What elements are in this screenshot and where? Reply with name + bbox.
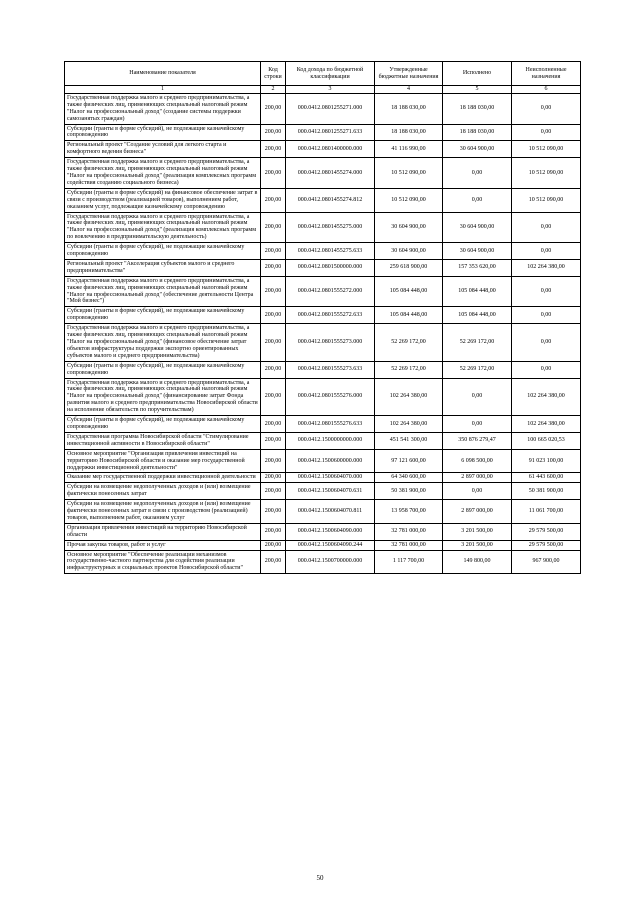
executed-amount-cell: 18 188 030,00 xyxy=(443,124,512,141)
page-number: 50 xyxy=(316,874,324,882)
unexecuted-amount-cell: 29 579 500,00 xyxy=(512,540,581,550)
column-number: 5 xyxy=(443,86,512,94)
unexecuted-amount-cell: 0,00 xyxy=(512,93,581,124)
approved-amount-cell: 259 618 900,00 xyxy=(375,259,443,276)
indicator-name-cell: Субсидии (гранты в форме субсидий) на финансовое обеспечение затрат в связи с производством (реализацией товаров), выполнением работ, оказанием услуг, подлежащие казначейскому сопровождению xyxy=(65,188,261,212)
approved-amount-cell: 30 604 900,00 xyxy=(375,212,443,243)
table-row xyxy=(65,188,581,212)
income-code-cell: 000.0412.1500700000.000 xyxy=(286,550,375,574)
line-code-cell: 200,00 xyxy=(261,93,286,124)
table-row xyxy=(65,307,581,324)
column-number: 4 xyxy=(375,86,443,94)
unexecuted-amount-cell: 10 512 090,00 xyxy=(512,188,581,212)
table-row xyxy=(65,416,581,433)
column-number: 1 xyxy=(65,86,261,94)
column-number-row xyxy=(65,86,581,94)
unexecuted-amount-cell: 967 900,00 xyxy=(512,550,581,574)
table-header-row xyxy=(65,62,581,86)
unexecuted-amount-cell: 102 264 380,00 xyxy=(512,416,581,433)
income-code-cell: 000.0412.1500604090.244 xyxy=(286,540,375,550)
income-code-cell: 000.0412.0801455274.812 xyxy=(286,188,375,212)
indicator-name-cell: Государственная поддержка малого и среднего предпринимательства, а также физических лиц, применяющих специальный налоговый режим "Налог на профессиональный доход" (финансирование затрат Фонда развития малого и среднего предпринимательства Новосибирской области на исполнение обязательств по поручительствам) xyxy=(65,378,261,416)
line-code-cell: 200,00 xyxy=(261,158,286,189)
unexecuted-amount-cell: 102 264 380,00 xyxy=(512,259,581,276)
line-code-cell: 200,00 xyxy=(261,243,286,260)
table-row xyxy=(65,276,581,307)
budget-execution-table xyxy=(64,61,581,574)
header-approved: Утвержденные бюджетные назначения xyxy=(375,62,443,86)
line-code-cell: 200,00 xyxy=(261,212,286,243)
unexecuted-amount-cell: 0,00 xyxy=(512,243,581,260)
executed-amount-cell: 6 098 500,00 xyxy=(443,449,512,473)
approved-amount-cell: 52 269 172,00 xyxy=(375,324,443,362)
header-indicator-name: Наименование показателя xyxy=(65,62,261,86)
header-unexecuted: Неисполненные назначения xyxy=(512,62,581,86)
line-code-cell: 200,00 xyxy=(261,500,286,524)
executed-amount-cell: 0,00 xyxy=(443,188,512,212)
approved-amount-cell: 451 541 300,00 xyxy=(375,432,443,449)
income-code-cell: 000.0412.0801555272.633 xyxy=(286,307,375,324)
executed-amount-cell: 350 876 279,47 xyxy=(443,432,512,449)
table-row xyxy=(65,361,581,378)
income-code-cell: 000.0412.0801555273.000 xyxy=(286,324,375,362)
income-code-cell: 000.0412.0801400000.000 xyxy=(286,141,375,158)
table-row xyxy=(65,324,581,362)
table-row xyxy=(65,124,581,141)
indicator-name-cell: Региональный проект "Акселерация субъектов малого и среднего предпринимательства" xyxy=(65,259,261,276)
unexecuted-amount-cell: 0,00 xyxy=(512,124,581,141)
table-row xyxy=(65,259,581,276)
approved-amount-cell: 105 084 448,00 xyxy=(375,307,443,324)
approved-amount-cell: 32 781 000,00 xyxy=(375,523,443,540)
unexecuted-amount-cell: 10 512 090,00 xyxy=(512,141,581,158)
executed-amount-cell: 0,00 xyxy=(443,483,512,500)
line-code-cell: 200,00 xyxy=(261,307,286,324)
executed-amount-cell: 3 201 500,00 xyxy=(443,540,512,550)
approved-amount-cell: 102 264 380,00 xyxy=(375,416,443,433)
approved-amount-cell: 18 188 030,00 xyxy=(375,124,443,141)
approved-amount-cell: 18 188 030,00 xyxy=(375,93,443,124)
line-code-cell: 200,00 xyxy=(261,141,286,158)
unexecuted-amount-cell: 0,00 xyxy=(512,361,581,378)
unexecuted-amount-cell: 50 381 900,00 xyxy=(512,483,581,500)
executed-amount-cell: 149 800,00 xyxy=(443,550,512,574)
indicator-name-cell: Государственная поддержка малого и среднего предпринимательства, а также физических лиц, применяющих специальный налоговый режим "Налог на профессиональный доход" (обеспечение деятельности Центра "Мой бизнес") xyxy=(65,276,261,307)
table-row xyxy=(65,378,581,416)
indicator-name-cell: Субсидии (гранты в форме субсидий), не подлежащие казначейскому сопровождению xyxy=(65,307,261,324)
indicator-name-cell: Субсидии (гранты в форме субсидий), не подлежащие казначейскому сопровождению xyxy=(65,361,261,378)
indicator-name-cell: Субсидии на возмещение недополученных доходов и (или) возмещение фактически понесенных затрат в связи с производством (реализацией) товаров, выполнением работ, оказанием услуг xyxy=(65,500,261,524)
income-code-cell: 000.0412.1500600000.000 xyxy=(286,449,375,473)
income-code-cell: 000.0412.0801455274.000 xyxy=(286,158,375,189)
line-code-cell: 200,00 xyxy=(261,550,286,574)
executed-amount-cell: 3 201 500,00 xyxy=(443,523,512,540)
table-row xyxy=(65,540,581,550)
line-code-cell: 200,00 xyxy=(261,540,286,550)
line-code-cell: 200,00 xyxy=(261,259,286,276)
income-code-cell: 000.0412.0801455275.633 xyxy=(286,243,375,260)
table-row xyxy=(65,500,581,524)
indicator-name-cell: Государственная поддержка малого и среднего предпринимательства, а также физических лиц, применяющих специальный налоговый режим "Налог на профессиональный доход" (финансовое обеспечение затрат объектов инфраструктуры поддержки экспортно ориентированных субъектов малого и среднего предпринимательства) xyxy=(65,324,261,362)
line-code-cell: 200,00 xyxy=(261,432,286,449)
table-row xyxy=(65,473,581,483)
income-code-cell: 000.0412.0801555272.000 xyxy=(286,276,375,307)
approved-amount-cell: 50 381 900,00 xyxy=(375,483,443,500)
table-body xyxy=(65,93,581,573)
income-code-cell: 000.0412.1500604070.811 xyxy=(286,500,375,524)
line-code-cell: 200,00 xyxy=(261,416,286,433)
executed-amount-cell: 30 604 900,00 xyxy=(443,243,512,260)
approved-amount-cell: 52 269 172,00 xyxy=(375,361,443,378)
income-code-cell: 000.0412.1500604090.000 xyxy=(286,523,375,540)
line-code-cell: 200,00 xyxy=(261,483,286,500)
line-code-cell: 200,00 xyxy=(261,523,286,540)
approved-amount-cell: 102 264 380,00 xyxy=(375,378,443,416)
income-code-cell: 000.0412.0801555273.633 xyxy=(286,361,375,378)
executed-amount-cell: 18 188 030,00 xyxy=(443,93,512,124)
indicator-name-cell: Региональный проект "Создание условий для легкого старта и комфортного ведения бизнеса" xyxy=(65,141,261,158)
indicator-name-cell: Оказание мер государственной поддержки инвестиционной деятельности xyxy=(65,473,261,483)
header-income-code: Код дохода по бюджетной классификации xyxy=(286,62,375,86)
approved-amount-cell: 10 512 090,00 xyxy=(375,188,443,212)
income-code-cell: 000.0412.0801455275.000 xyxy=(286,212,375,243)
indicator-name-cell: Организация привлечения инвестиций на территорию Новосибирской области xyxy=(65,523,261,540)
table-row xyxy=(65,523,581,540)
executed-amount-cell: 0,00 xyxy=(443,158,512,189)
income-code-cell: 000.0412.0801555276.633 xyxy=(286,416,375,433)
executed-amount-cell: 52 269 172,00 xyxy=(443,361,512,378)
unexecuted-amount-cell: 29 579 500,00 xyxy=(512,523,581,540)
line-code-cell: 200,00 xyxy=(261,124,286,141)
line-code-cell: 200,00 xyxy=(261,324,286,362)
table-row xyxy=(65,243,581,260)
indicator-name-cell: Государственная поддержка малого и среднего предпринимательства, а также физических лиц, применяющих специальный налоговый режим "Налог на профессиональный доход" (реализация комплексных программ содействия созданию социального бизнеса) xyxy=(65,158,261,189)
header-executed: Исполнено xyxy=(443,62,512,86)
line-code-cell: 200,00 xyxy=(261,449,286,473)
approved-amount-cell: 13 958 700,00 xyxy=(375,500,443,524)
unexecuted-amount-cell: 0,00 xyxy=(512,212,581,243)
executed-amount-cell: 0,00 xyxy=(443,378,512,416)
table-row xyxy=(65,483,581,500)
approved-amount-cell: 30 604 900,00 xyxy=(375,243,443,260)
line-code-cell: 200,00 xyxy=(261,473,286,483)
column-number: 6 xyxy=(512,86,581,94)
approved-amount-cell: 10 512 090,00 xyxy=(375,158,443,189)
column-number: 2 xyxy=(261,86,286,94)
unexecuted-amount-cell: 102 264 380,00 xyxy=(512,378,581,416)
line-code-cell: 200,00 xyxy=(261,361,286,378)
unexecuted-amount-cell: 100 665 020,53 xyxy=(512,432,581,449)
income-code-cell: 000.0412.1500604070.000 xyxy=(286,473,375,483)
indicator-name-cell: Государственная поддержка малого и среднего предпринимательства, а также физических лиц, применяющих специальный налоговый режим "Налог на профессиональный доход" (реализация комплексных программ по вовлечению в предпринимательскую деятельность) xyxy=(65,212,261,243)
executed-amount-cell: 157 353 620,00 xyxy=(443,259,512,276)
indicator-name-cell: Субсидии (гранты в форме субсидий), не подлежащие казначейскому сопровождению xyxy=(65,124,261,141)
header-line-code: Код строки xyxy=(261,62,286,86)
approved-amount-cell: 97 121 600,00 xyxy=(375,449,443,473)
income-code-cell: 000.0412.1500000000.000 xyxy=(286,432,375,449)
executed-amount-cell: 30 604 900,00 xyxy=(443,212,512,243)
unexecuted-amount-cell: 10 512 090,00 xyxy=(512,158,581,189)
column-number: 3 xyxy=(286,86,375,94)
income-code-cell: 000.0412.0801555276.000 xyxy=(286,378,375,416)
approved-amount-cell: 105 084 448,00 xyxy=(375,276,443,307)
indicator-name-cell: Субсидии (гранты в форме субсидий), не подлежащие казначейскому сопровождению xyxy=(65,243,261,260)
unexecuted-amount-cell: 0,00 xyxy=(512,307,581,324)
executed-amount-cell: 30 604 900,00 xyxy=(443,141,512,158)
line-code-cell: 200,00 xyxy=(261,378,286,416)
income-code-cell: 000.0412.0801255271.000 xyxy=(286,93,375,124)
unexecuted-amount-cell: 61 443 600,00 xyxy=(512,473,581,483)
approved-amount-cell: 1 117 700,00 xyxy=(375,550,443,574)
executed-amount-cell: 2 897 000,00 xyxy=(443,473,512,483)
approved-amount-cell: 41 116 990,00 xyxy=(375,141,443,158)
table-row xyxy=(65,158,581,189)
indicator-name-cell: Прочая закупка товаров, работ и услуг xyxy=(65,540,261,550)
indicator-name-cell: Государственная поддержка малого и среднего предпринимательства, а также физических лиц, применяющих специальный налоговый режим "Налог на профессиональный доход" (создание системы поддержки самозанятых граждан) xyxy=(65,93,261,124)
executed-amount-cell: 105 084 448,00 xyxy=(443,307,512,324)
indicator-name-cell: Основное мероприятие "Обеспечение реализации механизмов государственно-частного партнерства для содействия реализации инфраструктурных и социальных проектов Новосибирской области" xyxy=(65,550,261,574)
income-code-cell: 000.0412.0801255271.633 xyxy=(286,124,375,141)
indicator-name-cell: Субсидии на возмещение недополученных доходов и (или) возмещение фактически понесенных затрат xyxy=(65,483,261,500)
approved-amount-cell: 64 340 600,00 xyxy=(375,473,443,483)
table-row xyxy=(65,212,581,243)
table-row xyxy=(65,141,581,158)
table-row xyxy=(65,93,581,124)
income-code-cell: 000.0412.1500604070.631 xyxy=(286,483,375,500)
line-code-cell: 200,00 xyxy=(261,188,286,212)
indicator-name-cell: Субсидии (гранты в форме субсидий), не подлежащие казначейскому сопровождению xyxy=(65,416,261,433)
table-row xyxy=(65,432,581,449)
table-row xyxy=(65,550,581,574)
line-code-cell: 200,00 xyxy=(261,276,286,307)
executed-amount-cell: 105 084 448,00 xyxy=(443,276,512,307)
unexecuted-amount-cell: 0,00 xyxy=(512,324,581,362)
income-code-cell: 000.0412.0801500000.000 xyxy=(286,259,375,276)
indicator-name-cell: Государственная программа Новосибирской области "Стимулирование инвестиционной активности в Новосибирской области" xyxy=(65,432,261,449)
indicator-name-cell: Основное мероприятие "Организация привлечения инвестиций на территорию Новосибирской области и оказание мер государственной поддержки инвестиционной деятельности" xyxy=(65,449,261,473)
unexecuted-amount-cell: 11 061 700,00 xyxy=(512,500,581,524)
unexecuted-amount-cell: 91 023 100,00 xyxy=(512,449,581,473)
executed-amount-cell: 2 897 000,00 xyxy=(443,500,512,524)
unexecuted-amount-cell: 0,00 xyxy=(512,276,581,307)
approved-amount-cell: 32 781 000,00 xyxy=(375,540,443,550)
executed-amount-cell: 52 269 172,00 xyxy=(443,324,512,362)
report-page xyxy=(64,61,580,574)
executed-amount-cell: 0,00 xyxy=(443,416,512,433)
table-row xyxy=(65,449,581,473)
